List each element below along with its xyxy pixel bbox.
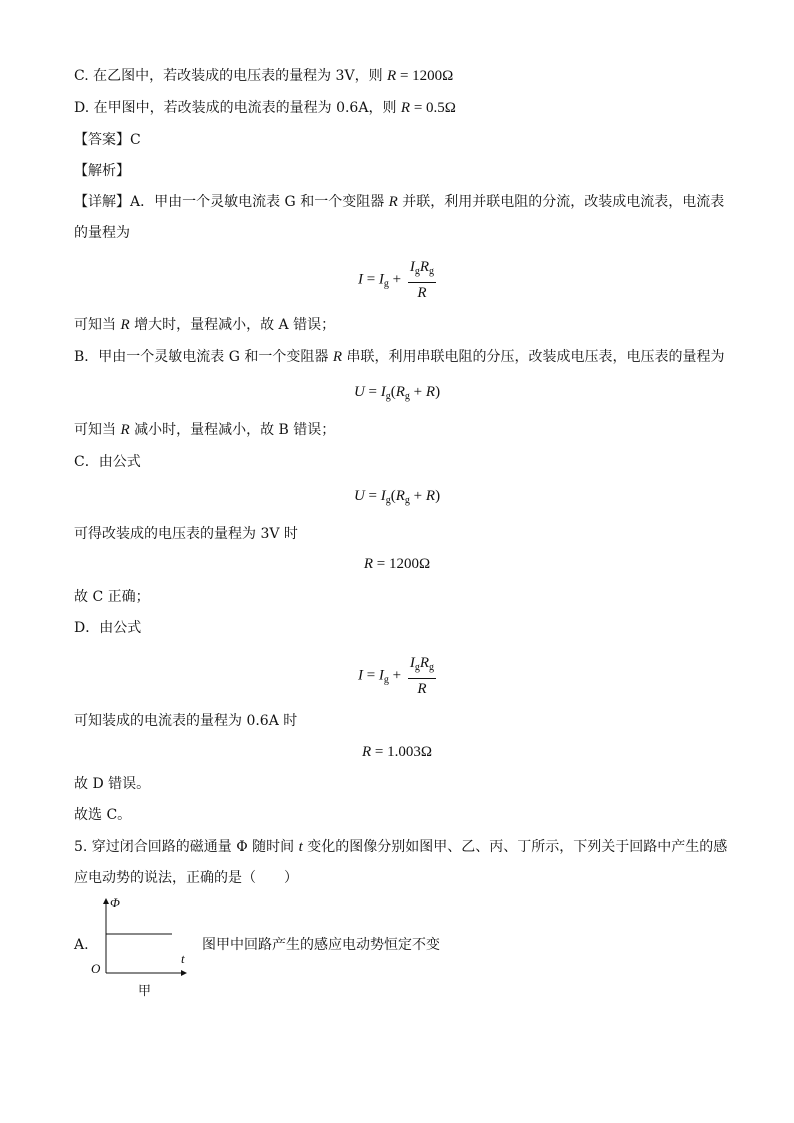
- fraction: $\frac{I_gR_g}{R}$: [409, 259, 435, 301]
- option-a-text: 图甲中回路产生的感应电动势恒定不变: [202, 937, 440, 953]
- formula-current-1: $I = I_g$ + $\frac{I_gR_g}{R}$: [357, 259, 435, 301]
- fraction: $\frac{I_gR_g}{R}$: [409, 655, 435, 697]
- option-a-label: A.: [74, 937, 89, 953]
- detail-a: 【详解】A．甲由一个灵敏电流表 G 和一个变阻器 R 并联，利用并联电阻的分流，改装成电流表，电流表: [74, 194, 725, 210]
- formula-voltage-1: $U = I_g(R_g + R)$: [353, 384, 441, 402]
- detail-c: C．由公式: [74, 454, 141, 470]
- conclusion-c-2: 故 C 正确；: [74, 589, 150, 605]
- result-d: R = 1.003Ω: [361, 744, 433, 760]
- option-c: C. 在乙图中，若改装成的电压表的量程为 3V，则 R = 1200Ω: [74, 68, 454, 84]
- question-5-line2: 应电动势的说法，正确的是（ ）: [74, 870, 298, 886]
- y-axis-label: Φ: [110, 895, 120, 910]
- conclusion-c-1: 可得改装成的电压表的量程为 3V 时: [74, 526, 298, 542]
- detail-b: B．甲由一个灵敏电流表 G 和一个变阻器 R 串联，利用串联电阻的分压，改装成电压表，电压表的量程为: [74, 349, 725, 365]
- conclusion-b: 可知当 R 减小时，量程减小，故 B 错误；: [74, 422, 336, 438]
- flux-graph: [86, 893, 196, 1003]
- graph-caption: 甲: [138, 983, 152, 998]
- question-5-line1: 5. 穿过闭合回路的磁通量 Φ 随时间 t 变化的图像分别如图甲、乙、丙、丁所示，下列关于回路中产生的感: [74, 839, 728, 855]
- detail-d: D．由公式: [74, 620, 142, 636]
- result-c: R = 1200Ω: [363, 556, 431, 572]
- conclusion-d-2: 故 D 错误。: [74, 776, 151, 792]
- formula-voltage-2: $U = I_g(R_g + R)$: [353, 488, 441, 506]
- answer-line: 【答案】C: [74, 132, 141, 148]
- option-d: D. 在甲图中，若改装成的电流表的量程为 0.6A，则 R = 0.5Ω: [74, 100, 456, 116]
- detail-a-cont: 的量程为: [74, 225, 130, 241]
- x-axis-label: t: [181, 951, 185, 966]
- analysis-heading: 【解析】: [74, 163, 130, 179]
- formula-current-2: $I = I_g$ + $\frac{I_gR_g}{R}$: [357, 655, 435, 697]
- final-choice: 故选 C。: [74, 807, 132, 823]
- conclusion-d-1: 可知装成的电流表的量程为 0.6A 时: [74, 713, 298, 729]
- origin-label: O: [91, 961, 101, 976]
- conclusion-a: 可知当 R 增大时，量程减小，故 A 错误；: [74, 317, 336, 333]
